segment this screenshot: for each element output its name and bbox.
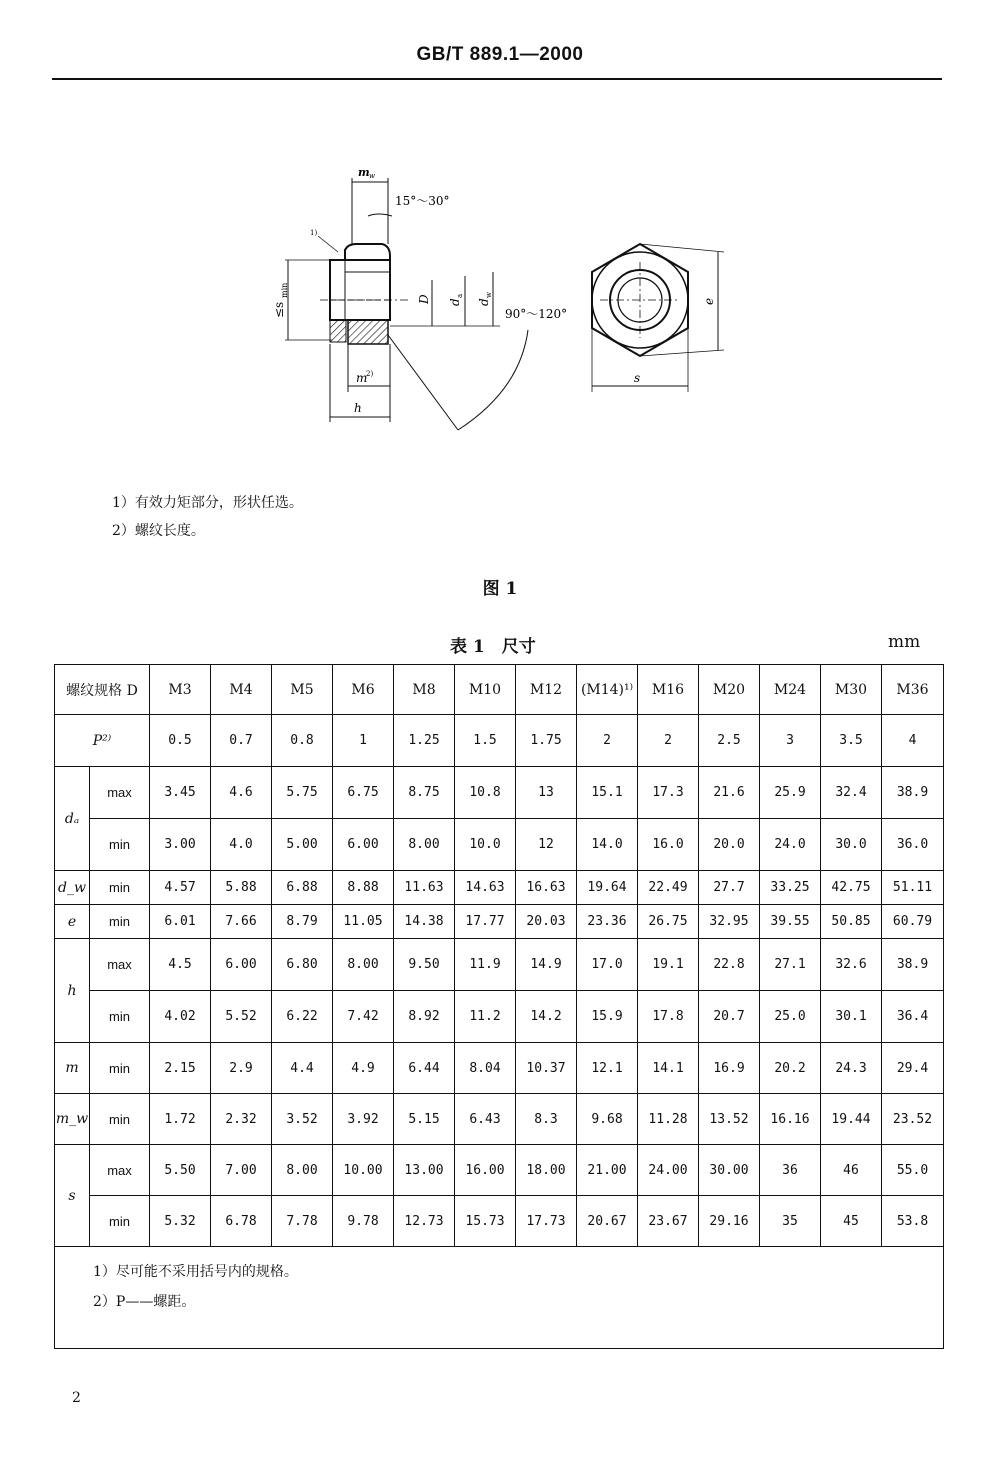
table-cell: 16.00 <box>455 1145 516 1196</box>
table-cell: 8.79 <box>272 905 333 939</box>
table-cell: 5.50 <box>150 1145 211 1196</box>
table-cell: 12.1 <box>577 1043 638 1094</box>
table-cell: 7.66 <box>211 905 272 939</box>
row-symbol: e <box>55 905 90 939</box>
row-qualifier: min <box>90 1043 150 1094</box>
table-cell: 8.75 <box>394 767 455 819</box>
table-cell: 4.5 <box>150 939 211 991</box>
label-h: h <box>354 401 362 415</box>
table-cell: 46 <box>821 1145 882 1196</box>
table-cell: 45 <box>821 1196 882 1247</box>
table-row <box>55 767 944 819</box>
table-cell: 15.1 <box>577 767 638 819</box>
table-cell: 14.2 <box>516 991 577 1043</box>
table-cell: 19.64 <box>577 871 638 905</box>
column-header: M16 <box>638 665 699 715</box>
table-cell: 30.0 <box>821 819 882 871</box>
table-cell: 7.00 <box>211 1145 272 1196</box>
table-cell: 1.25 <box>394 715 455 767</box>
table-cell: 6.43 <box>455 1094 516 1145</box>
row-qualifier: max <box>90 939 150 991</box>
row-qualifier: min <box>90 905 150 939</box>
table-cell: 22.8 <box>699 939 760 991</box>
table-cell: 21.6 <box>699 767 760 819</box>
row-symbol: dₐ <box>55 767 90 871</box>
figure-note-1: 1）有效力矩部分，形状任选。 <box>112 495 303 511</box>
table-cell: 6.44 <box>394 1043 455 1094</box>
table-cell: 20.67 <box>577 1196 638 1247</box>
table-cell: 36.4 <box>882 991 944 1043</box>
table-cell: 23.67 <box>638 1196 699 1247</box>
table-cell: 30.1 <box>821 991 882 1043</box>
row-symbol: s <box>55 1145 90 1247</box>
table-cell: 3 <box>760 715 821 767</box>
svg-text:2): 2) <box>366 370 374 378</box>
figure-caption: 图 1 <box>482 579 518 599</box>
table-cell: 6.00 <box>333 819 394 871</box>
table-cell: 6.88 <box>272 871 333 905</box>
table-cell: 13 <box>516 767 577 819</box>
table-cell: 2 <box>638 715 699 767</box>
table-cell: 19.44 <box>821 1094 882 1145</box>
table-footnote-row <box>55 1247 944 1349</box>
table-unit: mm <box>888 632 921 652</box>
label-s: s <box>634 371 641 385</box>
table-cell: 10.0 <box>455 819 516 871</box>
table-cell: 4.6 <box>211 767 272 819</box>
table-cell: 33.25 <box>760 871 821 905</box>
figure-note-2: 2）螺纹长度。 <box>112 523 205 539</box>
table-cell: 14.9 <box>516 939 577 991</box>
label-D: D <box>417 294 431 304</box>
table-cell: 8.92 <box>394 991 455 1043</box>
table-cell: 11.2 <box>455 991 516 1043</box>
table-cell: 2.15 <box>150 1043 211 1094</box>
table-cell: 6.75 <box>333 767 394 819</box>
table-cell: 32.4 <box>821 767 882 819</box>
table-footnotes <box>55 1247 944 1349</box>
label-s-min: ≤s <box>272 301 286 318</box>
table-row <box>55 1094 944 1145</box>
table-cell: 25.9 <box>760 767 821 819</box>
table-cell: 5.00 <box>272 819 333 871</box>
table-cell: 8.00 <box>333 939 394 991</box>
label-m: m <box>356 371 368 385</box>
table-cell: 23.52 <box>882 1094 944 1145</box>
table-cell: 4 <box>882 715 944 767</box>
table-cell: 8.88 <box>333 871 394 905</box>
table-cell: 0.8 <box>272 715 333 767</box>
table-cell: 8.04 <box>455 1043 516 1094</box>
table-cell: 42.75 <box>821 871 882 905</box>
table-cell: 10.00 <box>333 1145 394 1196</box>
label-note1-ref: 1) <box>310 229 318 237</box>
table-cell: 12.73 <box>394 1196 455 1247</box>
table-cell: 36 <box>760 1145 821 1196</box>
table-cell: 14.1 <box>638 1043 699 1094</box>
table-cell: 4.0 <box>211 819 272 871</box>
document-header: GB/T 889.1—2000 <box>416 44 584 65</box>
table-cell: 1.75 <box>516 715 577 767</box>
table-cell: 13.00 <box>394 1145 455 1196</box>
table-cell: 38.9 <box>882 767 944 819</box>
table-cell: 14.63 <box>455 871 516 905</box>
table-cell: 32.95 <box>699 905 760 939</box>
table-cell: 15.9 <box>577 991 638 1043</box>
table-cell: 36.0 <box>882 819 944 871</box>
table-cell: 5.15 <box>394 1094 455 1145</box>
table-cell: 29.16 <box>699 1196 760 1247</box>
table-row <box>55 715 944 767</box>
table-cell: 17.77 <box>455 905 516 939</box>
table-cell: 1.5 <box>455 715 516 767</box>
column-header: M5 <box>272 665 333 715</box>
column-header: M8 <box>394 665 455 715</box>
table-footnote-2: 2）P——螺距。 <box>93 1294 196 1310</box>
table-cell: 9.78 <box>333 1196 394 1247</box>
table-cell: 27.7 <box>699 871 760 905</box>
label-e: e <box>702 297 716 305</box>
table-cell: 27.1 <box>760 939 821 991</box>
row-symbol: m_w <box>55 1094 90 1145</box>
table-cell: 0.5 <box>150 715 211 767</box>
row-qualifier: min <box>90 991 150 1043</box>
table-row <box>55 819 944 871</box>
table-row <box>55 1145 944 1196</box>
table-cell: 32.6 <box>821 939 882 991</box>
table-cell: 15.73 <box>455 1196 516 1247</box>
nut-side-body <box>330 260 390 320</box>
table-cell: 7.78 <box>272 1196 333 1247</box>
table-cell: 13.52 <box>699 1094 760 1145</box>
table-cell: 9.68 <box>577 1094 638 1145</box>
label-angle-top: 15°～30° <box>395 194 450 208</box>
table-cell: 6.22 <box>272 991 333 1043</box>
table-cell: 24.3 <box>821 1043 882 1094</box>
table-cell: 1 <box>333 715 394 767</box>
table-cell: 60.79 <box>882 905 944 939</box>
table-cell: 2 <box>577 715 638 767</box>
table-cell: 3.92 <box>333 1094 394 1145</box>
column-header: (M14)¹⁾ <box>577 665 638 715</box>
table-cell: 4.4 <box>272 1043 333 1094</box>
label-d-a: d <box>448 298 462 306</box>
table-cell: 19.1 <box>638 939 699 991</box>
row-symbol: d_w <box>55 871 90 905</box>
table-cell: 17.0 <box>577 939 638 991</box>
column-header: M24 <box>760 665 821 715</box>
table-cell: 11.05 <box>333 905 394 939</box>
nut-drawing-figure <box>270 160 740 440</box>
table-cell: 35 <box>760 1196 821 1247</box>
table-cell: 3.45 <box>150 767 211 819</box>
table-cell: 9.50 <box>394 939 455 991</box>
table-cell: 23.36 <box>577 905 638 939</box>
svg-text:w: w <box>485 292 493 298</box>
table-cell: 6.01 <box>150 905 211 939</box>
label-angle-bottom: 90°～120° <box>505 307 568 321</box>
table-cell: 17.73 <box>516 1196 577 1247</box>
svg-text:min: min <box>280 282 289 298</box>
row-symbol: m <box>55 1043 90 1094</box>
row-qualifier: max <box>90 1145 150 1196</box>
table-cell: 3.5 <box>821 715 882 767</box>
table-cell: 5.88 <box>211 871 272 905</box>
table-cell: 14.0 <box>577 819 638 871</box>
table-cell: 7.42 <box>333 991 394 1043</box>
table-cell: 39.55 <box>760 905 821 939</box>
table-cell: 29.4 <box>882 1043 944 1094</box>
table-cell: 3.52 <box>272 1094 333 1145</box>
table-cell: 22.49 <box>638 871 699 905</box>
table-cell: 20.03 <box>516 905 577 939</box>
table-row <box>55 939 944 991</box>
table-cell: 5.32 <box>150 1196 211 1247</box>
row-qualifier: min <box>90 819 150 871</box>
header-label: 螺纹规格 D <box>55 665 150 715</box>
table-cell: 11.28 <box>638 1094 699 1145</box>
table-cell: 16.16 <box>760 1094 821 1145</box>
table-cell: 6.80 <box>272 939 333 991</box>
table-cell: 4.02 <box>150 991 211 1043</box>
column-header: M4 <box>211 665 272 715</box>
table-cell: 14.38 <box>394 905 455 939</box>
table-cell: 24.00 <box>638 1145 699 1196</box>
table-cell: 51.11 <box>882 871 944 905</box>
table-cell: 8.00 <box>394 819 455 871</box>
table-cell: 10.8 <box>455 767 516 819</box>
header-rule <box>52 78 942 80</box>
row-qualifier: min <box>90 1196 150 1247</box>
table-cell: 2.32 <box>211 1094 272 1145</box>
column-header: M30 <box>821 665 882 715</box>
table-cell: 55.0 <box>882 1145 944 1196</box>
column-header: M3 <box>150 665 211 715</box>
table-row <box>55 871 944 905</box>
table-cell: 50.85 <box>821 905 882 939</box>
page-number: 2 <box>72 1390 81 1406</box>
label-m-w: m <box>358 166 370 179</box>
table-cell: 1.72 <box>150 1094 211 1145</box>
table-cell: 10.37 <box>516 1043 577 1094</box>
table-cell: 21.00 <box>577 1145 638 1196</box>
table-cell: 53.8 <box>882 1196 944 1247</box>
table-row <box>55 991 944 1043</box>
table-cell: 24.0 <box>760 819 821 871</box>
table-cell: 25.0 <box>760 991 821 1043</box>
table-row <box>55 1043 944 1094</box>
table-cell: 12 <box>516 819 577 871</box>
table-cell: 16.63 <box>516 871 577 905</box>
row-qualifier: min <box>90 1094 150 1145</box>
table-row <box>55 905 944 939</box>
row-qualifier: max <box>90 767 150 819</box>
thread-section <box>348 320 388 344</box>
table-cell: 8.00 <box>272 1145 333 1196</box>
table-cell: 16.9 <box>699 1043 760 1094</box>
column-header: M12 <box>516 665 577 715</box>
table-cell: 3.00 <box>150 819 211 871</box>
column-header: M20 <box>699 665 760 715</box>
pitch-label: P²⁾ <box>55 715 150 767</box>
table-cell: 17.8 <box>638 991 699 1043</box>
table-header-row <box>55 665 944 715</box>
row-symbol: h <box>55 939 90 1043</box>
nut-dome <box>345 244 390 260</box>
table-cell: 17.3 <box>638 767 699 819</box>
svg-text:w: w <box>369 172 375 180</box>
table-cell: 6.78 <box>211 1196 272 1247</box>
table-cell: 0.7 <box>211 715 272 767</box>
column-header: M36 <box>882 665 944 715</box>
table-cell: 16.0 <box>638 819 699 871</box>
table-cell: 18.00 <box>516 1145 577 1196</box>
dimensions-table <box>54 664 944 1349</box>
table-cell: 4.9 <box>333 1043 394 1094</box>
table-cell: 4.57 <box>150 871 211 905</box>
table-cell: 5.75 <box>272 767 333 819</box>
label-d-w: d <box>477 298 491 306</box>
table-cell: 8.3 <box>516 1094 577 1145</box>
table-cell: 26.75 <box>638 905 699 939</box>
table-cell: 20.2 <box>760 1043 821 1094</box>
column-header: M10 <box>455 665 516 715</box>
svg-text:a: a <box>456 293 464 298</box>
table-cell: 11.9 <box>455 939 516 991</box>
table-cell: 20.0 <box>699 819 760 871</box>
table-cell: 2.9 <box>211 1043 272 1094</box>
table-footnote-1: 1）尽可能不采用括号内的规格。 <box>93 1264 298 1280</box>
table-cell: 6.00 <box>211 939 272 991</box>
row-qualifier: min <box>90 871 150 905</box>
table-cell: 38.9 <box>882 939 944 991</box>
table-caption: 表 1 尺寸 <box>450 637 536 657</box>
table-cell: 2.5 <box>699 715 760 767</box>
table-cell: 30.00 <box>699 1145 760 1196</box>
table-cell: 20.7 <box>699 991 760 1043</box>
column-header: M6 <box>333 665 394 715</box>
table-row <box>55 1196 944 1247</box>
table-cell: 11.63 <box>394 871 455 905</box>
table-cell: 5.52 <box>211 991 272 1043</box>
